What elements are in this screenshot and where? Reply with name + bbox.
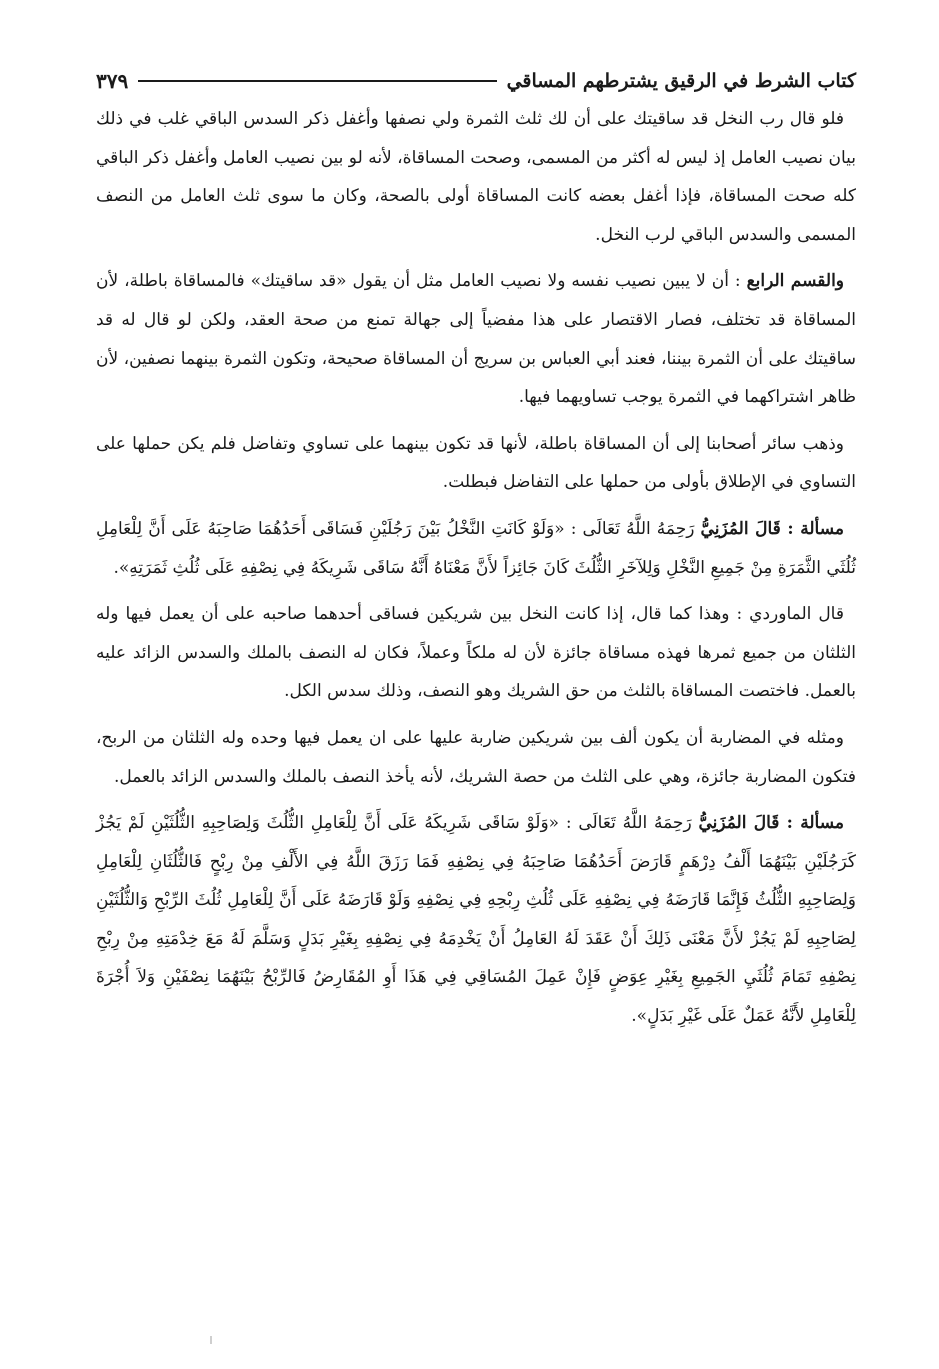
- paragraph-lead: مسألة : قَالَ المُزَنِيُّ: [700, 518, 844, 539]
- paragraph-lead: مسألة : قَالَ المُزَنِيُّ: [698, 813, 844, 834]
- paragraph-5: [96, 595, 856, 711]
- document-page: [96, 62, 856, 1044]
- paragraph-body: فلو قال رب النخل قد ساقيتك على أن لك ثلث الثمرة ولي نصفها وأغفل ذكر السدس الباقي غلب في ذلك بيان نصيب العامل إذ ليس له أكثر من المسمى، وصحت المساقاة، لأنه لو بين نصيب العامل وأغفل ذكر الباقي كله صحت المساقاة، فإذا أغفل بعضه كانت المساقاة أولى بالصحة، وكان ما سوى ثلث العامل من النصف المسمى والسدس الباقي لرب النخل.: [96, 109, 856, 245]
- paragraph-2: [96, 262, 856, 416]
- page-number: ٣٧٩: [96, 69, 129, 93]
- header-title: كتاب الشرط في الرقيق يشترطهم المساقي: [506, 70, 856, 92]
- running-header: [96, 62, 856, 100]
- paragraph-7-masala: [96, 804, 856, 1036]
- paragraph-body: رَحِمَهُ اللَّهُ تَعَالَى : «وَلَوْ كَانَتِ النَّخْلُ بَيْنَ رَجُلَيْنِ فَسَاقَى أَحَدُهُمَا صَاحِبَهُ عَلَى أَنَّ لِلْعَامِلِ ثُلُثَي الثَّمَرَةِ مِنْ جَمِيعِ النَّخْلِ وَلِلآخَرِ الثُّلُثَ كَانَ جَائِزاً لأَنَّ مَعْنَاهُ أَنَّهُ سَاقَى شَرِيكَهُ فِي نِصْفِهِ عَلَى ثُلُثِ ثَمَرَتِهِ».: [96, 518, 856, 578]
- paragraph-body: وذهب سائر أصحابنا إلى أن المساقاة باطلة، لأنها قد تكون بينهما على تساوي وتفاضل فلم يكن حملها على التساوي في الإطلاق بأولى من حملها على التفاضل فبطلت.: [96, 433, 856, 493]
- scan-mark: [210, 1336, 212, 1344]
- paragraph-body: : أن لا يبين نصيب نفسه ولا نصيب العامل مثل أن يقول «قد ساقيتك» فالمساقاة باطلة، لأن المساقاة قد تختلف، فصار الاقتصار على هذا مفضياً إلى جهالة تمنع من صحة العقد، ولكن لو قال له قد ساقيتك على أن الثمرة بيننا، فعند أبي العباس بن سريج أن المساقاة صحيحة، وتكون الثمرة بينهما نصفين، لأن ظاهر اشتراكهما في الثمرة يوجب تساويهما فيها.: [96, 271, 856, 408]
- paragraph-lead: والقسم الرابع: [746, 271, 845, 292]
- paragraph-3: [96, 425, 856, 502]
- paragraph-4-masala: [96, 510, 856, 587]
- paragraph-body: ومثله في المضاربة أن يكون ألف بين شريكين ضاربة عليها على ان يعمل فيها وحده وله الثلثان من الربح، فتكون المضاربة جائزة، وهي على الثلث من حصة الشريك، لأنه يأخذ النصف بالملك والسدس الزائد بالعمل.: [96, 727, 856, 787]
- header-rule: [138, 80, 496, 82]
- paragraph-body: رَحِمَهُ اللَّهُ تَعَالَى : «وَلَوْ سَاقَى شَرِيكَهُ عَلَى أَنَّ لِلْعَامِلِ الثُّلُثَ وَلِصَاحِبِهِ الثُّلُثَيْنِ لَمْ يَجُزْ كَرَجُلَيْنِ بَيْنَهُمَا أَلْفُ دِرْهَمٍ قَارَضَ أَحَدُهُمَا صَاحِبَهُ فِي نِصْفِهِ فَمَا رَزَقَ اللَّهُ فِي الأَلْفِ مِنْ رِبْحٍ فَالثُّلُثَانِ لِلْعَامِلِ وَلِصَاحِبِهِ الثُّلُثُ فَإِنَّمَا قَارَضَهُ فِي نِصْفِهِ عَلَى ثُلُثِ رِبْحِهِ فِي نِصْفِهِ وَلَوْ قَارَضَهُ عَلَى أَنَّ لِلْعَامِلِ ثُلُثَ الرِّبْحِ وَالثُّلُثَيْنِ لِصَاحِبِهِ لَمْ يَجُزْ لأَنَّ مَعْنَى ذَلِكَ أَنْ عَقَدَ لَهُ العَامِلُ أَنْ يَخْدِمَهُ فِي نِصْفِهِ بِغَيْرِ بَدَلٍ وَسَلَّمَ لَهُ مَعَ خِدْمَتِهِ مِنْ رِبْحِ نِصْفِهِ تَمَامَ ثُلُثَيِ الجَمِيعِ بِغَيْرِ عِوَضٍ فَإِنْ عَمِلَ المُسَاقِي فِي هَذَا أَوِ المُقَارِضُ فَالرِّبْحُ بَيْنَهُمَا نِصْفَيْنِ وَلاَ أُجْرَةَ لِلْعَامِلِ لأَنَّهُ عَمَلٌ عَلَى غَيْرِ بَدَلٍ».: [96, 813, 856, 1027]
- paragraph-1: [96, 100, 856, 254]
- paragraph-body: قال الماوردي : وهذا كما قال، إذا كانت النخل بين شريكين فساقى أحدهما صاحبه على أن يعمل فيها وله الثلثان من جميع ثمرها فهذه مساقاة جائزة لأن له ملكاً وعملاً، فكان له النصف بالملك والسدس الزائد عليه بالعمل. فاختصت المساقاة بالثلث من حق الشريك وهو النصف، وذلك سدس الكل.: [96, 604, 856, 702]
- paragraph-6: [96, 719, 856, 796]
